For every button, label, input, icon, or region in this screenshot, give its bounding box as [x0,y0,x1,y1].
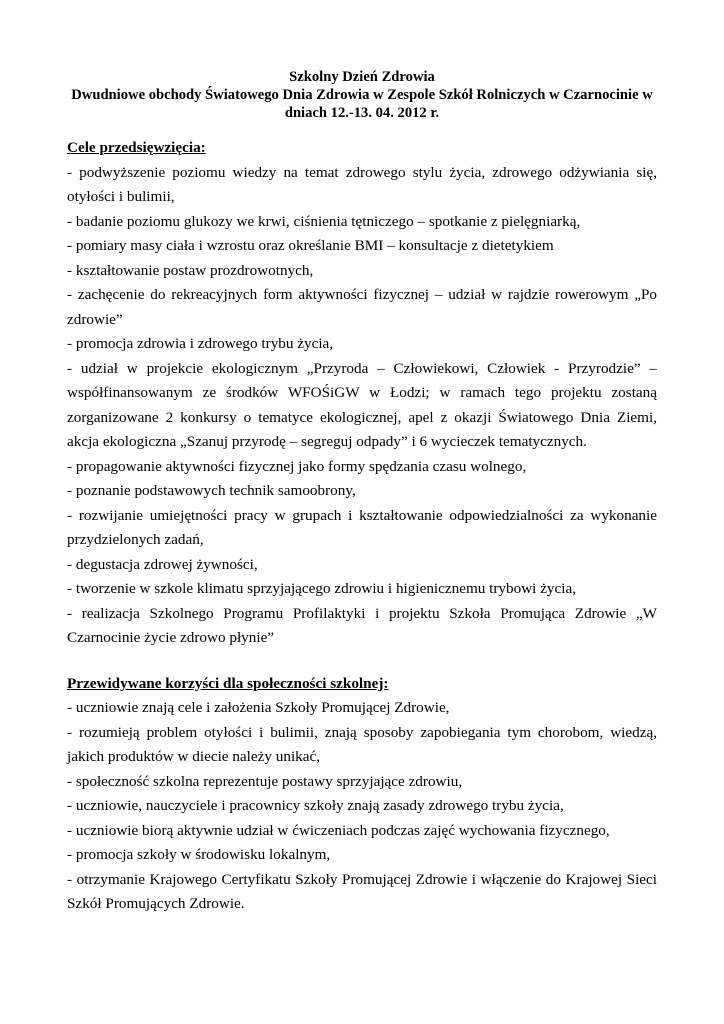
list-item: - promocja zdrowia i zdrowego trybu życia, [67,335,334,352]
document-header [67,68,657,122]
list-item: - tworzenie w szkole klimatu sprzyjającego zdrowiu i higienicznemu trybowi życia, [67,580,577,597]
list-item: - badanie poziomu glukozy we krwi, ciśnienia tętniczego – spotkanie z pielęgniarką, [67,212,581,230]
list-item: - uczniowie, nauczyciele i pracownicy szkoły znają zasady zdrowego trybu życia, [67,797,564,814]
list-item: - uczniowie znają cele i założenia Szkoły Promującej Zdrowie, [67,699,450,716]
list-item: - rozumieją problem otyłości i bulimii, znają sposoby zapobiegania tym chorobom, wiedzą, jakich produktów w diecie należy unikać, [67,723,657,765]
document-dates: dniach 12.-13. 04. 2012 r. [284,105,440,121]
list-item: - uczniowie biorą aktywnie udział w ćwiczeniach podczas zajęć wychowania fizycznego, [67,821,610,839]
list-item: - otrzymanie Krajowego Certyfikatu Szkoły Promującej Zdrowie i włączenie do Krajowej Sieci Szkół Promujących Zdrowie. [67,870,657,912]
benefits-list [67,696,657,917]
list-item: - poznanie podstawowych technik samoobrony, [67,482,356,499]
goals-list [67,161,657,651]
section-heading-benefits: Przewidywane korzyści dla społeczności szkolnej: [67,674,389,692]
list-item: - kształtowanie postaw prozdrowotnych, [67,261,314,279]
list-item: - społeczność szkolna reprezentuje postawy sprzyjające zdrowiu, [67,772,463,790]
list-item: - zachęcenie do rekreacyjnych form aktywności fizycznej – udział w rajdzie rowerowym „Po zdrowie” [67,286,657,328]
list-item: - podwyższenie poziomu wiedzy na temat zdrowego stylu życia, zdrowego odżywiania się, otyłości i bulimii, [67,163,657,205]
document-subtitle: Dwudniowe obchody Światowego Dnia Zdrowia w Zespole Szkół Rolniczych w Czarnocinie w [71,87,653,103]
list-item: - rozwijanie umiejętności pracy w grupach i kształtowanie odpowiedzialności za wykonanie przydzielonych zadań, [67,506,657,548]
list-item: - degustacja zdrowej żywności, [67,555,258,573]
list-item: - propagowanie aktywności fizycznej jako formy spędzania czasu wolnego, [67,457,527,475]
list-item: - pomiary masy ciała i wzrostu oraz określanie BMI – konsultacje z dietetykiem [67,237,554,254]
list-item: - udział w projekcie ekologicznym „Przyroda – Człowiekowi, Człowiek - Przyrodzie” – współfinansowanym ze środków WFOŚiGW w Łodzi; w ramach tego projektu zostaną zorganizowane 2 konkursy o tematyce ekologicznej, apel z okazji Światowego Dnia Ziemi, akcja ekologiczna „Szanuj przyrodę – segreguj odpady” i 6 wycieczek tematycznych. [67,359,657,450]
list-item: - realizacja Szkolnego Programu Profilaktyki i projektu Szkoła Promująca Zdrowie „W Czarnocinie życie zdrowo płynie” [67,604,657,646]
document-title: Szkolny Dzień Zdrowia [289,69,435,85]
list-item: - promocja szkoły w środowisku lokalnym, [67,846,331,863]
section-heading-goals: Cele przedsięwzięcia: [67,139,206,156]
